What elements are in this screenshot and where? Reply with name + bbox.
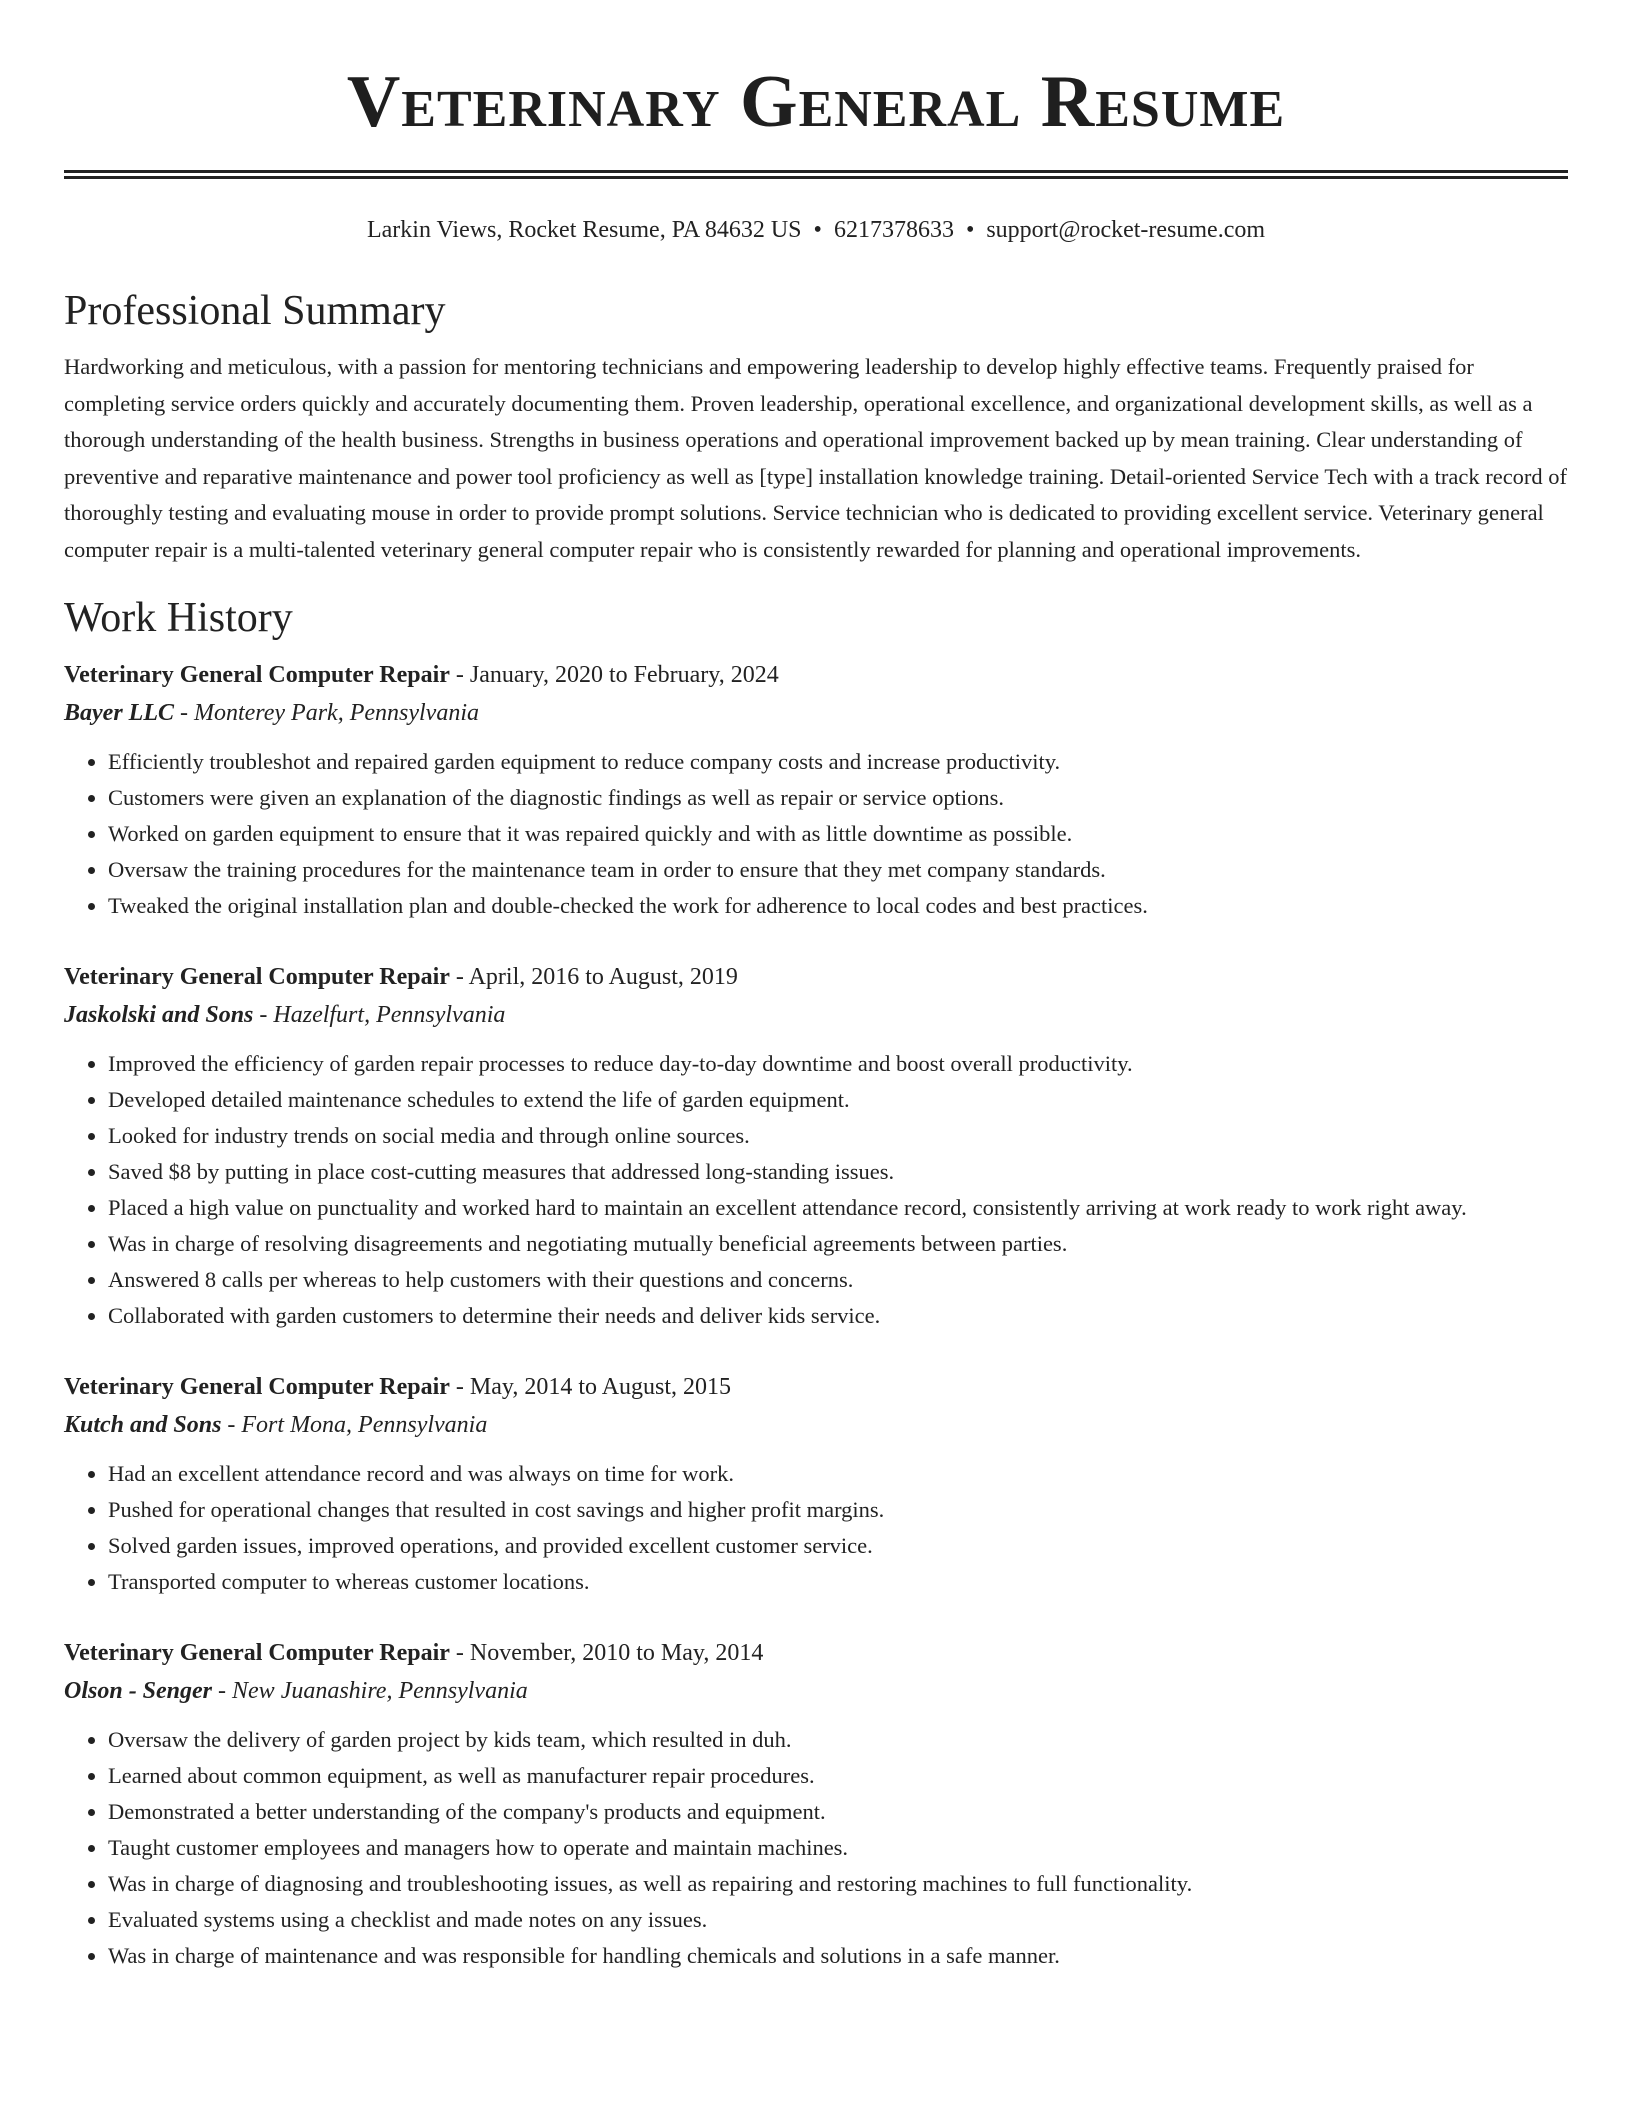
job-role: Veterinary General Computer Repair	[64, 964, 450, 990]
duty-item: • Answered 8 calls per whereas to help customers with their questions and concerns.	[108, 1262, 1568, 1298]
duty-item: • Efficiently troubleshot and repaired garden equipment to reduce company costs and increase productivity.	[108, 744, 1568, 780]
title-divider	[64, 170, 1568, 179]
job-entry	[64, 656, 1568, 924]
duty-item: • Transported computer to whereas customer locations.	[108, 1564, 1568, 1600]
duty-item: • Placed a high value on punctuality and worked hard to maintain an excellent attendance record, consistently arriving at work ready to work right away.	[108, 1190, 1568, 1226]
duty-item: • Was in charge of maintenance and was responsible for handling chemicals and solutions in a safe manner.	[108, 1938, 1568, 1974]
job-entry	[64, 958, 1568, 1334]
contact-line	[64, 215, 1568, 245]
duty-item: • Learned about common equipment, as well as manufacturer repair procedures.	[108, 1758, 1568, 1794]
job-duties	[64, 1046, 1568, 1334]
job-employer	[64, 1672, 1568, 1710]
job-company: Bayer LLC	[64, 700, 174, 726]
job-employer	[64, 996, 1568, 1034]
duty-item: • Tweaked the original installation plan and double-checked the work for adherence to local codes and best practices.	[108, 888, 1568, 924]
duty-item: • Collaborated with garden customers to determine their needs and deliver kids service.	[108, 1298, 1568, 1334]
job-entry	[64, 1634, 1568, 1974]
summary-heading: Professional Summary	[64, 288, 446, 334]
job-header	[64, 958, 1568, 996]
job-dates: - May, 2014 to August, 2015	[449, 1374, 732, 1400]
duty-item: • Taught customer employees and managers how to operate and maintain machines.	[108, 1830, 1568, 1866]
job-role: Veterinary General Computer Repair	[64, 1640, 450, 1666]
job-header	[64, 1634, 1568, 1672]
job-company: Kutch and Sons	[64, 1412, 222, 1438]
duty-item: • Looked for industry trends on social media and through online sources.	[108, 1118, 1568, 1154]
contact-separator: •	[965, 217, 975, 243]
job-dates: - January, 2020 to February, 2024	[449, 662, 779, 688]
duty-item: • Evaluated systems using a checklist and made notes on any issues.	[108, 1902, 1568, 1938]
duty-item: • Solved garden issues, improved operations, and provided excellent customer service.	[108, 1528, 1568, 1564]
duty-item: • Worked on garden equipment to ensure that it was repaired quickly and with as little downtime as possible.	[108, 816, 1568, 852]
duty-item: • Saved $8 by putting in place cost-cutting measures that addressed long-standing issues.	[108, 1154, 1568, 1190]
job-duties	[64, 1456, 1568, 1600]
contact-separator: •	[813, 217, 822, 243]
job-duties	[64, 744, 1568, 924]
job-company: Jaskolski and Sons	[64, 1002, 254, 1028]
duty-item: • Improved the efficiency of garden repair processes to reduce day-to-day downtime and boost overall productivity.	[108, 1046, 1568, 1082]
work-history-heading: Work History	[64, 595, 293, 641]
duty-item: • Oversaw the training procedures for the maintenance team in order to ensure that they met company standards.	[108, 852, 1568, 888]
job-employer	[64, 1406, 1568, 1444]
contact-phone: 6217378633	[833, 217, 954, 243]
duty-item: • Had an excellent attendance record and was always on time for work.	[108, 1456, 1568, 1492]
contact-email: support@rocket-resume.com	[986, 217, 1266, 243]
job-location: - Hazelfurt, Pennsylvania	[253, 1002, 506, 1028]
job-header	[64, 1368, 1568, 1406]
duty-item: • Was in charge of diagnosing and troubleshooting issues, as well as repairing and restoring machines to full functionality.	[108, 1866, 1568, 1902]
job-entry	[64, 1368, 1568, 1600]
job-company: Olson - Senger	[64, 1678, 213, 1704]
contact-address: Larkin Views, Rocket Resume, PA 84632 US	[366, 217, 802, 243]
job-dates: - November, 2010 to May, 2014	[449, 1640, 764, 1666]
job-header	[64, 656, 1568, 694]
duty-item: • Pushed for operational changes that resulted in cost savings and higher profit margins.	[108, 1492, 1568, 1528]
duty-item: • Demonstrated a better understanding of the company's products and equipment.	[108, 1794, 1568, 1830]
job-location: - Fort Mona, Pennsylvania	[221, 1412, 488, 1438]
work-history-list	[64, 656, 1568, 1974]
job-location: - New Juanashire, Pennsylvania	[212, 1678, 528, 1704]
job-role: Veterinary General Computer Repair	[64, 1374, 450, 1400]
job-duties	[64, 1722, 1568, 1974]
duty-item: • Customers were given an explanation of the diagnostic findings as well as repair or service options.	[108, 780, 1568, 816]
duty-item: • Was in charge of resolving disagreements and negotiating mutually beneficial agreements between parties.	[108, 1226, 1568, 1262]
job-dates: - April, 2016 to August, 2019	[449, 964, 738, 990]
duty-item: • Developed detailed maintenance schedules to extend the life of garden equipment.	[108, 1082, 1568, 1118]
resume-title: Veterinary General Resume	[346, 61, 1286, 143]
job-role: Veterinary General Computer Repair	[64, 662, 450, 688]
job-location: - Monterey Park, Pennsylvania	[173, 700, 479, 726]
duty-item: • Oversaw the delivery of garden project by kids team, which resulted in duh.	[108, 1722, 1568, 1758]
summary-text: Hardworking and meticulous, with a passion for mentoring technicians and empowering leadership to develop highly effective teams. Frequently praised for completing service orders quickly and accurately documenting them. Proven leadership, operational excellence, and organizational development skills, as well as a thorough understanding of the health business. Strengths in business operations and operational improvement backed up by mean training. Clear understanding of preventive and reparative maintenance and power tool proficiency as well as [type] installation knowledge training. Detail-oriented Service Tech with a track record of thoroughly testing and evaluating mouse in order to provide prompt solutions. Service technician who is dedicated to providing excellent service. Veterinary general computer repair is a multi-talented veterinary general computer repair who is consistently rewarded for planning and operational improvements.	[64, 354, 1568, 562]
job-employer	[64, 694, 1568, 732]
